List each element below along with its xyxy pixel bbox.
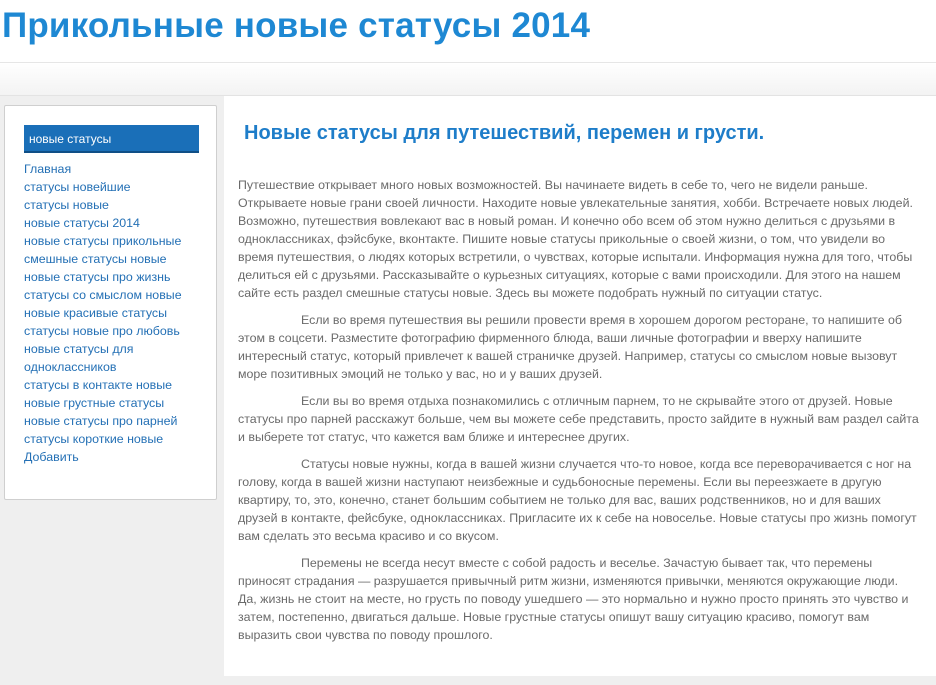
article-title: Новые статусы для путешествий, перемен и грусти. (244, 122, 765, 144)
sidebar-item-life[interactable]: новые статусы про жизнь (24, 270, 171, 284)
site-title[interactable]: Прикольные новые статусы 2014 (2, 6, 591, 45)
sidebar-item-love[interactable]: статусы новые про любовь (24, 324, 180, 338)
sidebar-item-sad[interactable]: новые грустные статусы (24, 396, 165, 410)
main-content (224, 96, 936, 676)
article-paragraph: Путешествие открывает много новых возможностей. Вы начинаете видеть в себе то, чего не видели раньше. Открываете новые грани своей личности. Находите новые увлекательные занятия, хобби. Встречаете новых людей. Возможно, путешествия вовлекают вас в новый роман. И конечно обо всем об этом нужно делиться с друзьями в одноклассниках, фэйсбуке, вконтакте. Пишите новые статусы прикольные о своей жизни, о том, что увидели во время путешествия, о людях которых встретили, о чувствах, которые испытали. Информация нужна для того, чтобы делиться ей с друзьями. Рассказывайте о курьезных ситуациях, которые с вами происходили. Для этого на нашем сайте есть раздел смешные статусы новые. Здесь вы можете подобрать нужный по ситуации статус. (238, 178, 913, 300)
sidebar-item-meaning[interactable]: статусы со смыслом новые (24, 288, 182, 302)
top-navbar (0, 62, 936, 96)
sidebar-item-vkontakte[interactable]: статусы в контакте новые (24, 378, 173, 392)
article-paragraph: Если вы во время отдыха познакомились с отличным парнем, то не скрывайте этого от друзей. Новые статусы про парней расскажут больше, чем вы можете себе представить, просто зайдите в нужный вам раздел сайта и выберете тот статус, что кажется вам ближе и интереснее других. (238, 394, 919, 444)
sidebar-item-2014[interactable]: новые статусы 2014 (24, 216, 140, 230)
sidebar-item-new[interactable]: статусы новые (24, 198, 109, 212)
article-paragraph: Перемены не всегда несут вместе с собой радость и веселье. Зачастую бывает так, что перемены приносят страдания — разрушается привычный ритм жизни, изменяются привычки, меняются окружающие люди. Да, жизнь не стоит на месте, но грусть по поводу ушедшего — это нормально и нужно просто принять это чувство и затем, постепенно, двигаться дальше. Новые грустные статусы опишут вашу ситуацию красиво, помогут вам выразить свои чувства по поводу прошлого. (238, 556, 909, 642)
sidebar-item-humor[interactable]: смешные статусы новые (24, 252, 167, 266)
article-paragraph: Статусы новые нужны, когда в вашей жизни случается что-то новое, когда все переворачивается с ног на голову, когда в вашей жизни наступают неизбежные и судьбоносные перемены. Если вы переезжаете в другую квартиру, то, это, конечно, станет большим событием не только для вас, ваших родственников, но и для ваших друзей в контакте, фейсбуке, одноклассниках. Пригласите их к себе на новоселье. Новые статусы про жизнь помогут вам сделать это весьма красиво и со вкусом. (238, 457, 917, 543)
sidebar-item-newest[interactable]: статусы новейшие (24, 180, 131, 194)
article-paragraph: Если во время путешествия вы решили провести время в хорошем дорогом ресторане, то напишите об этом в соцсети. Разместите фотографию фирменного блюда, ваши личные фотографии и вверху напишите интересный статус, который привлечет к вашей страничке друзей. Например, статусы со смыслом новые вызовут море позитивных эмоций не только у вас, но и у ваших друзей. (238, 313, 902, 381)
sidebar-item-home[interactable]: Главная (24, 162, 72, 176)
sidebar-item-funny[interactable]: новые статусы прикольные (24, 234, 182, 248)
article-body (238, 176, 920, 653)
sidebar-item-add[interactable]: Добавить (24, 450, 79, 464)
sidebar-item-short[interactable]: статусы короткие новые (24, 432, 164, 446)
sidebar-item-odnoklassniki[interactable]: новые статусы для одноклассников (24, 342, 134, 374)
sidebar-item-guys[interactable]: новые статусы про парней (24, 414, 178, 428)
sidebar-item-beautiful[interactable]: новые красивые статусы (24, 306, 168, 320)
sidebar (4, 105, 217, 500)
sidebar-header: новые статусы (24, 125, 199, 153)
sidebar-menu (24, 160, 214, 466)
